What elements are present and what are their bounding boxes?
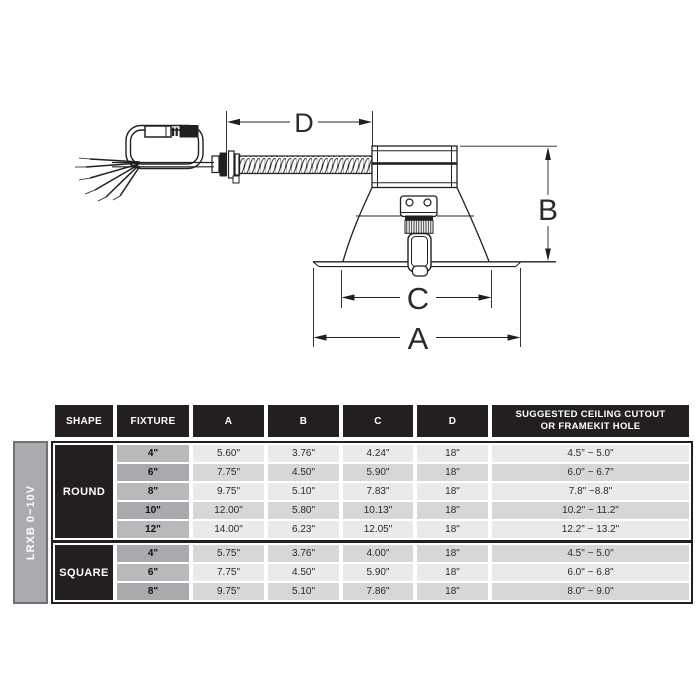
header-dim-b: B [268,405,339,437]
trim-flange [313,262,556,267]
fixture-size-cell: 4" [117,545,189,562]
fixture-size-cell: 6" [117,564,189,581]
dim-label-c: C [406,281,430,316]
dim-a-cell: 7.75" [193,564,264,581]
header-dim-a: A [193,405,264,437]
product-series-label [13,441,48,604]
dim-d-cell: 18" [417,483,488,500]
section-divider [53,540,691,543]
dim-b-cell: 5.10" [268,583,339,600]
header-fixture: FIXTURE [117,405,189,437]
header-dim-c: C [343,405,413,437]
dim-cutout-cell: 6.0" ~ 6.7" [492,464,689,481]
dim-b-cell: 5.80" [268,502,339,519]
connector-socket-icon [180,125,199,138]
dim-c-cell: 4.00" [343,545,413,562]
dim-label-b: B [537,194,559,227]
dim-d-cell: 18" [417,545,488,562]
spec-table [55,405,689,604]
table-body [51,441,693,604]
dim-c-cell: 5.90" [343,564,413,581]
header-cutout-line2: OR FRAMEKIT HOLE [540,421,641,432]
table-section-square [55,545,689,600]
fixture-size-cell: 12" [117,521,189,538]
shape-cell: SQUARE [55,545,113,600]
dim-cutout-cell: 4.5" ~ 5.0" [492,545,689,562]
dim-a-cell: 9.75" [193,583,264,600]
dim-b-cell: 6.23" [268,521,339,538]
dim-b-cell: 3.76" [268,545,339,562]
dim-cutout-cell: 4.5" ~ 5.0" [492,445,689,462]
table-section-round [55,445,689,538]
shape-cell: ROUND [55,445,113,538]
dim-a-cell: 5.75" [193,545,264,562]
dim-a-cell: 14.00" [193,521,264,538]
dim-c-cell: 7.86" [343,583,413,600]
dim-cutout-cell: 7.8" ~8.8" [492,483,689,500]
dim-d-cell: 18" [417,521,488,538]
dim-cutout-cell: 10.2" ~ 11.2" [492,502,689,519]
dim-c-cell: 12.05" [343,521,413,538]
dim-c-cell: 4.24" [343,445,413,462]
fixture-size-cell: 8" [117,483,189,500]
header-dim-d: D [417,405,488,437]
flex-conduit [239,156,372,174]
dim-label-d: D [294,108,314,138]
dimension-c [342,270,492,316]
dim-d-cell: 18" [417,502,488,519]
fixture-size-cell: 10" [117,502,189,519]
header-cutout-line1: SUGGESTED CEILING CUTOUT [515,409,666,421]
fixture-size-cell: 8" [117,583,189,600]
fixture-size-cell: 6" [117,464,189,481]
dim-c-cell: 5.90" [343,464,413,481]
dim-b-cell: 5.10" [268,483,339,500]
dim-d-cell: 18" [417,564,488,581]
dimension-b [460,146,558,261]
dim-d-cell: 18" [417,583,488,600]
junction-box [372,146,457,188]
dim-label-a: A [407,321,429,356]
conduit-fitting [212,151,240,183]
dim-c-cell: 10.13" [343,502,413,519]
dim-d-cell: 18" [417,445,488,462]
header-shape: SHAPE [55,405,113,437]
dim-a-cell: 12.00" [193,502,264,519]
dim-cutout-cell: 6.0" ~ 6.8" [492,564,689,581]
product-series-text: LRXB 0~10V [24,484,37,561]
dim-a-cell: 7.75" [193,464,264,481]
table-header-row [55,405,689,437]
dim-a-cell: 5.60" [193,445,264,462]
dim-b-cell: 3.76" [268,445,339,462]
dim-b-cell: 4.50" [268,464,339,481]
screw-hole-icon [406,199,413,206]
header-cutout [492,405,689,437]
dim-c-cell: 7.83" [343,483,413,500]
dim-cutout-cell: 8.0" ~ 9.0" [492,583,689,600]
dim-d-cell: 18" [417,464,488,481]
dim-cutout-cell: 12.2" ~ 13.2" [492,521,689,538]
mounting-clip [401,196,438,276]
connector-plug-icon [145,126,171,137]
dimension-d [227,108,373,157]
fixture-size-cell: 4" [117,445,189,462]
dim-b-cell: 4.50" [268,564,339,581]
dim-a-cell: 9.75" [193,483,264,500]
screw-hole-icon [424,199,431,206]
